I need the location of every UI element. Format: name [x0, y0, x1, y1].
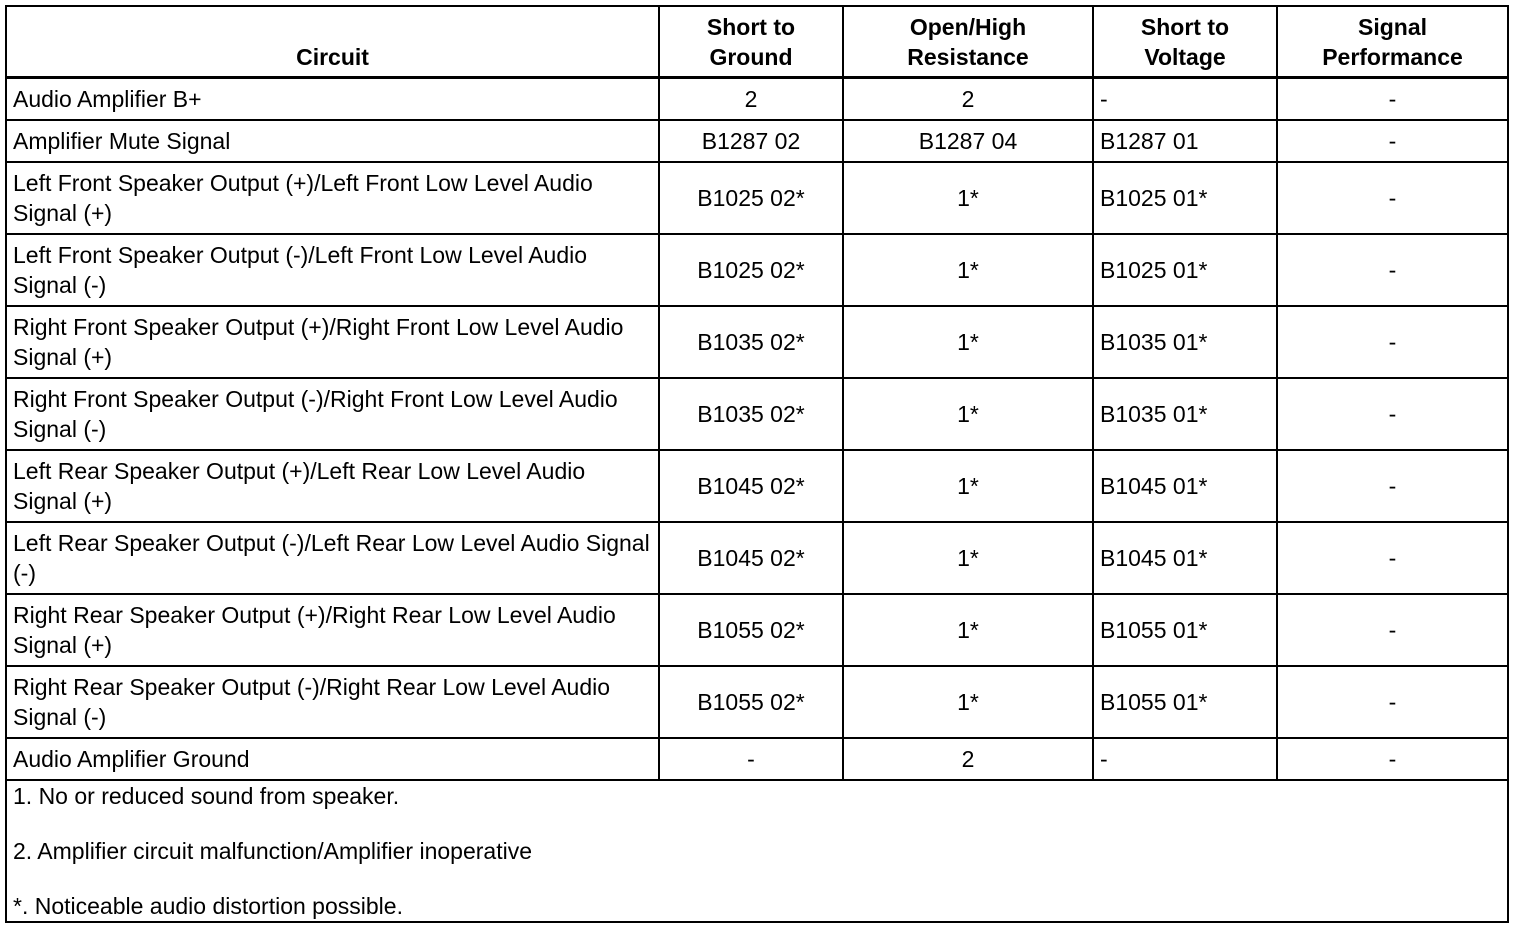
- short-to-ground-cell: B1035 02*: [659, 306, 843, 378]
- short-to-voltage-cell: B1045 01*: [1093, 522, 1277, 594]
- open-high-resistance-cell: 1*: [843, 306, 1093, 378]
- open-high-resistance-cell: 2: [843, 738, 1093, 780]
- open-high-resistance-cell: 1*: [843, 450, 1093, 522]
- signal-performance-cell: -: [1277, 450, 1508, 522]
- table-row: [6, 306, 1508, 378]
- table-row: [6, 78, 1508, 121]
- open-high-resistance-cell: 1*: [843, 594, 1093, 666]
- circuit-cell: Audio Amplifier Ground: [6, 738, 659, 780]
- open-high-resistance-cell: 1*: [843, 378, 1093, 450]
- open-high-resistance-cell: 1*: [843, 234, 1093, 306]
- open-high-resistance-cell: B1287 04: [843, 120, 1093, 162]
- table-row: [6, 594, 1508, 666]
- signal-performance-cell: -: [1277, 306, 1508, 378]
- table-row: [6, 234, 1508, 306]
- short-to-voltage-cell: B1035 01*: [1093, 378, 1277, 450]
- circuit-cell: Amplifier Mute Signal: [6, 120, 659, 162]
- table-row: [6, 378, 1508, 450]
- header-row: [6, 6, 1508, 78]
- short-to-ground-cell: B1035 02*: [659, 378, 843, 450]
- table-row: [6, 738, 1508, 780]
- signal-performance-cell: -: [1277, 378, 1508, 450]
- table-row: [6, 120, 1508, 162]
- signal-performance-cell: -: [1277, 594, 1508, 666]
- circuit-cell: Right Rear Speaker Output (+)/Right Rear Low Level Audio Signal (+): [6, 594, 659, 666]
- circuit-cell: Right Front Speaker Output (-)/Right Front Low Level Audio Signal (-): [6, 378, 659, 450]
- short-to-ground-cell: B1025 02*: [659, 234, 843, 306]
- short-to-voltage-cell: -: [1093, 78, 1277, 121]
- open-high-resistance-cell: 1*: [843, 666, 1093, 738]
- short-to-voltage-cell: B1055 01*: [1093, 666, 1277, 738]
- signal-performance-cell: -: [1277, 120, 1508, 162]
- circuit-cell: Audio Amplifier B+: [6, 78, 659, 121]
- footnote-1: 1. No or reduced sound from speaker.: [13, 783, 400, 809]
- circuit-cell: Left Front Speaker Output (+)/Left Front Low Level Audio Signal (+): [6, 162, 659, 234]
- signal-performance-cell: -: [1277, 234, 1508, 306]
- circuit-cell: Right Rear Speaker Output (-)/Right Rear Low Level Audio Signal (-): [6, 666, 659, 738]
- signal-performance-cell: -: [1277, 78, 1508, 121]
- circuit-cell: Left Front Speaker Output (-)/Left Front Low Level Audio Signal (-): [6, 234, 659, 306]
- short-to-ground-cell: B1055 02*: [659, 594, 843, 666]
- footnote-asterisk: *. Noticeable audio distortion possible.: [13, 893, 403, 919]
- notes-row: [6, 780, 1508, 922]
- footnote-2: 2. Amplifier circuit malfunction/Amplifier inoperative: [13, 838, 532, 864]
- notes-cell: [6, 780, 1508, 922]
- short-to-ground-cell: B1055 02*: [659, 666, 843, 738]
- circuit-diagnostic-table: [5, 5, 1509, 923]
- short-to-voltage-cell: B1055 01*: [1093, 594, 1277, 666]
- signal-performance-cell: -: [1277, 666, 1508, 738]
- short-to-ground-cell: -: [659, 738, 843, 780]
- table-row: [6, 450, 1508, 522]
- short-to-voltage-cell: -: [1093, 738, 1277, 780]
- short-to-ground-cell: B1045 02*: [659, 522, 843, 594]
- header-signal-performance: Signal Performance: [1277, 6, 1508, 78]
- header-open-high-resistance: Open/High Resistance: [843, 6, 1093, 78]
- short-to-voltage-cell: B1287 01: [1093, 120, 1277, 162]
- short-to-voltage-cell: B1025 01*: [1093, 234, 1277, 306]
- short-to-ground-cell: 2: [659, 78, 843, 121]
- table-row: [6, 162, 1508, 234]
- circuit-cell: Left Rear Speaker Output (-)/Left Rear Low Level Audio Signal (-): [6, 522, 659, 594]
- short-to-ground-cell: B1025 02*: [659, 162, 843, 234]
- table-row: [6, 666, 1508, 738]
- signal-performance-cell: -: [1277, 162, 1508, 234]
- open-high-resistance-cell: 1*: [843, 162, 1093, 234]
- signal-performance-cell: -: [1277, 522, 1508, 594]
- short-to-voltage-cell: B1025 01*: [1093, 162, 1277, 234]
- header-short-to-ground: Short to Ground: [659, 6, 843, 78]
- open-high-resistance-cell: 1*: [843, 522, 1093, 594]
- header-circuit: Circuit: [6, 6, 659, 78]
- short-to-ground-cell: B1287 02: [659, 120, 843, 162]
- open-high-resistance-cell: 2: [843, 78, 1093, 121]
- circuit-cell: Left Rear Speaker Output (+)/Left Rear Low Level Audio Signal (+): [6, 450, 659, 522]
- short-to-ground-cell: B1045 02*: [659, 450, 843, 522]
- short-to-voltage-cell: B1045 01*: [1093, 450, 1277, 522]
- header-short-to-voltage: Short to Voltage: [1093, 6, 1277, 78]
- table-row: [6, 522, 1508, 594]
- signal-performance-cell: -: [1277, 738, 1508, 780]
- short-to-voltage-cell: B1035 01*: [1093, 306, 1277, 378]
- circuit-cell: Right Front Speaker Output (+)/Right Front Low Level Audio Signal (+): [6, 306, 659, 378]
